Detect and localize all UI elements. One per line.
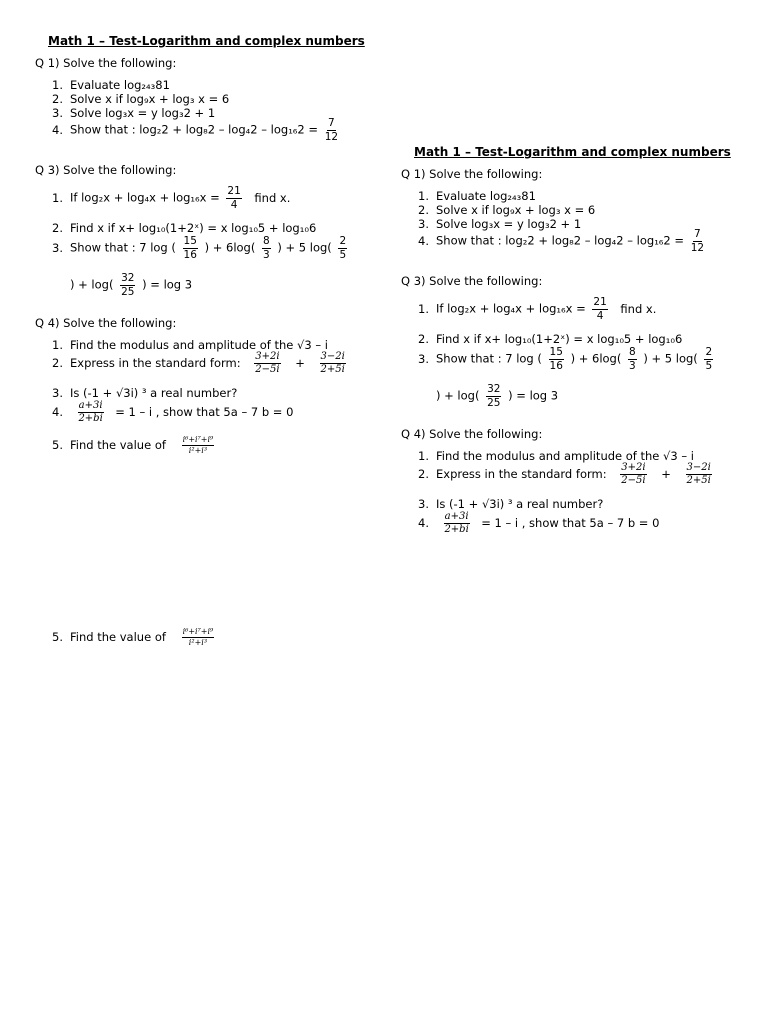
denominator: 5 — [339, 248, 347, 261]
item-number: 4. — [418, 516, 429, 530]
fraction — [628, 347, 637, 371]
item-number: 1. — [52, 338, 63, 352]
item-text: If log₂x + log₄x + log₁₆x = — [70, 190, 220, 205]
item-number: 1. — [52, 78, 63, 92]
denominator: 2+5i — [320, 364, 345, 375]
numerator: 2 — [339, 235, 347, 247]
fraction — [120, 273, 135, 297]
denominator: 16 — [549, 359, 563, 372]
item-text: = 1 – i , show that 5a – 7 b = 0 — [481, 516, 660, 530]
denominator: 2−5i — [255, 364, 280, 375]
fraction — [182, 628, 215, 647]
denominator: 2+bi — [444, 524, 469, 535]
q3-item-3 — [418, 347, 716, 371]
item-text: find x. — [254, 190, 291, 205]
denominator: i²+i³ — [188, 446, 208, 455]
fraction — [592, 297, 607, 321]
item-text: Show that : log₂2 + log₈2 – log₄2 – log₁₆2 = — [70, 122, 319, 137]
item-number: 1. — [418, 301, 429, 316]
q3-heading: Q 3) Solve the following: — [401, 274, 543, 288]
fraction — [254, 352, 280, 375]
fraction — [704, 347, 713, 371]
item-text: Find x if x+ log₁₀(1+2ˣ) = x log₁₀5 + log₁₀6 — [436, 332, 683, 346]
q1-item-2 — [52, 92, 229, 106]
item-number: 3. — [52, 386, 63, 400]
denominator: 2+bi — [78, 413, 103, 424]
fraction — [183, 236, 198, 260]
item-text: ) = log 3 — [142, 277, 193, 292]
item-number: 2. — [418, 332, 429, 346]
q1-item-4 — [52, 118, 341, 142]
q3-item-2 — [52, 221, 316, 235]
q4-item-2 — [418, 463, 715, 486]
numerator: 32 — [121, 272, 135, 284]
item-text: Is (-1 + √3i) ³ a real number? — [70, 386, 238, 400]
q4-item-4 — [418, 512, 659, 535]
item-number: 3. — [418, 217, 429, 231]
denominator: 5 — [705, 359, 713, 372]
denominator: 2−5i — [621, 475, 646, 486]
numerator: i⁶+i⁷+i⁹ — [182, 435, 214, 444]
item-text: ) + 5 log( — [277, 240, 332, 255]
numerator: 3−2i — [320, 351, 345, 362]
q3-item-3 — [52, 236, 350, 260]
item-text: Solve x if log₉x + log₃ x = 6 — [436, 203, 596, 217]
plus-sign: + — [295, 356, 305, 370]
item-text: Find the value of — [70, 438, 166, 452]
item-text: ) = log 3 — [508, 388, 559, 403]
numerator: 3+2i — [255, 351, 280, 362]
numerator: 21 — [227, 185, 241, 197]
item-number: 3. — [418, 497, 429, 511]
item-number: 2. — [52, 221, 63, 235]
q4-item-4 — [52, 401, 293, 424]
item-text: Express in the standard form: — [436, 467, 607, 481]
fraction — [325, 118, 338, 142]
item-number: 4. — [52, 122, 63, 137]
fraction — [486, 384, 501, 408]
q1-item-4 — [418, 229, 707, 253]
fraction — [226, 186, 241, 210]
numerator: 8 — [263, 235, 270, 247]
item-text: Evaluate log₂₄₃81 — [436, 189, 536, 203]
item-text: Find the modulus and amplitude of the √3 – i — [436, 449, 694, 463]
item-text: Express in the standard form: — [70, 356, 241, 370]
denominator: 25 — [121, 285, 135, 298]
denominator: 12 — [324, 130, 339, 143]
item-text: If log₂x + log₄x + log₁₆x = — [436, 301, 586, 316]
fraction — [620, 463, 646, 486]
fraction — [691, 229, 704, 253]
q3-item-3-cont — [70, 273, 192, 297]
item-number: 1. — [418, 449, 429, 463]
numerator: 7 — [694, 228, 701, 240]
fraction — [78, 401, 104, 424]
item-number: 5. — [52, 438, 63, 452]
item-number: 3. — [52, 240, 63, 255]
numerator: i⁶+i⁷+i⁹ — [182, 627, 214, 636]
item-text: ) + 6log( — [570, 351, 622, 366]
q3-item-2 — [418, 332, 682, 346]
numerator: a+3i — [444, 511, 469, 522]
item-text: ) + 6log( — [204, 240, 256, 255]
item-number: 3. — [52, 106, 63, 120]
fraction — [444, 512, 470, 535]
q4-item-3 — [418, 497, 603, 511]
q4-item-3 — [52, 386, 237, 400]
item-text: = 1 – i , show that 5a – 7 b = 0 — [115, 405, 294, 419]
item-number: 1. — [52, 190, 63, 205]
q3-heading: Q 3) Solve the following: — [35, 163, 177, 177]
item-text: ) + 5 log( — [643, 351, 698, 366]
numerator: 3+2i — [621, 462, 646, 473]
item-text: Find the modulus and amplitude of the √3 – i — [70, 338, 328, 352]
item-number: 2. — [52, 92, 63, 106]
item-number: 1. — [418, 189, 429, 203]
numerator: 7 — [328, 117, 335, 129]
denominator: 2+5i — [686, 475, 711, 486]
numerator: 3−2i — [686, 462, 711, 473]
item-text: Show that : 7 log ( — [70, 240, 176, 255]
page-title: Math 1 – Test-Logarithm and complex numbers — [414, 145, 731, 159]
item-number: 3. — [418, 351, 429, 366]
q1-heading: Q 1) Solve the following: — [35, 56, 177, 70]
q1-heading: Q 1) Solve the following: — [401, 167, 543, 181]
page-title: Math 1 – Test-Logarithm and complex numbers — [48, 34, 365, 48]
q3-item-1 — [418, 297, 656, 321]
item-number: 2. — [418, 467, 429, 481]
item-number: 4. — [52, 405, 63, 419]
q4-heading: Q 4) Solve the following: — [401, 427, 543, 441]
item-text: ) + log( — [436, 388, 480, 403]
numerator: 8 — [629, 346, 636, 358]
item-text: Find x if x+ log₁₀(1+2ˣ) = x log₁₀5 + log₁₀6 — [70, 221, 317, 235]
plus-sign: + — [661, 467, 671, 481]
q4-item-1 — [418, 449, 694, 463]
q4-item-2 — [52, 352, 349, 375]
fraction — [338, 236, 347, 260]
fraction — [549, 347, 564, 371]
item-number: 2. — [418, 203, 429, 217]
item-text: Solve log₃x = y log₃2 + 1 — [436, 217, 582, 231]
item-text: Show that : 7 log ( — [436, 351, 542, 366]
item-number: 5. — [52, 630, 63, 644]
item-text: Is (-1 + √3i) ³ a real number? — [436, 497, 604, 511]
q1-item-2 — [418, 203, 595, 217]
denominator: 12 — [690, 241, 705, 254]
item-text: Solve x if log₉x + log₃ x = 6 — [70, 92, 230, 106]
left-column — [0, 0, 365, 700]
numerator: 32 — [487, 383, 501, 395]
item-text: Evaluate log₂₄₃81 — [70, 78, 170, 92]
item-text: Show that : log₂2 + log₈2 – log₄2 – log₁₆2 = — [436, 233, 685, 248]
fraction — [182, 436, 215, 455]
denominator: 4 — [596, 309, 604, 322]
fraction — [686, 463, 712, 486]
q3-item-1 — [52, 186, 290, 210]
numerator: 15 — [183, 235, 197, 247]
fraction — [320, 352, 346, 375]
denominator: 25 — [487, 396, 501, 409]
denominator: 4 — [230, 198, 238, 211]
q4-item-5 — [52, 436, 217, 455]
q4-heading: Q 4) Solve the following: — [35, 316, 177, 330]
denominator: i²+i³ — [188, 638, 208, 647]
item-text: find x. — [620, 301, 657, 316]
item-text: Solve log₃x = y log₃2 + 1 — [70, 106, 216, 120]
numerator: a+3i — [78, 400, 103, 411]
item-number: 2. — [52, 356, 63, 370]
fraction — [262, 236, 271, 260]
item-number: 4. — [418, 233, 429, 248]
denominator: 3 — [629, 359, 636, 372]
item-text: ) + log( — [70, 277, 114, 292]
q4-item-1 — [52, 338, 328, 352]
right-column — [366, 111, 731, 551]
numerator: 2 — [705, 346, 713, 358]
numerator: 21 — [593, 296, 607, 308]
q1-item-1 — [52, 78, 170, 92]
numerator: 15 — [549, 346, 563, 358]
denominator: 3 — [263, 248, 270, 261]
q3-item-3-cont — [436, 384, 558, 408]
denominator: 16 — [183, 248, 197, 261]
q1-item-1 — [418, 189, 536, 203]
q4-item-5-repeat — [52, 628, 217, 647]
item-text: Find the value of — [70, 630, 166, 644]
